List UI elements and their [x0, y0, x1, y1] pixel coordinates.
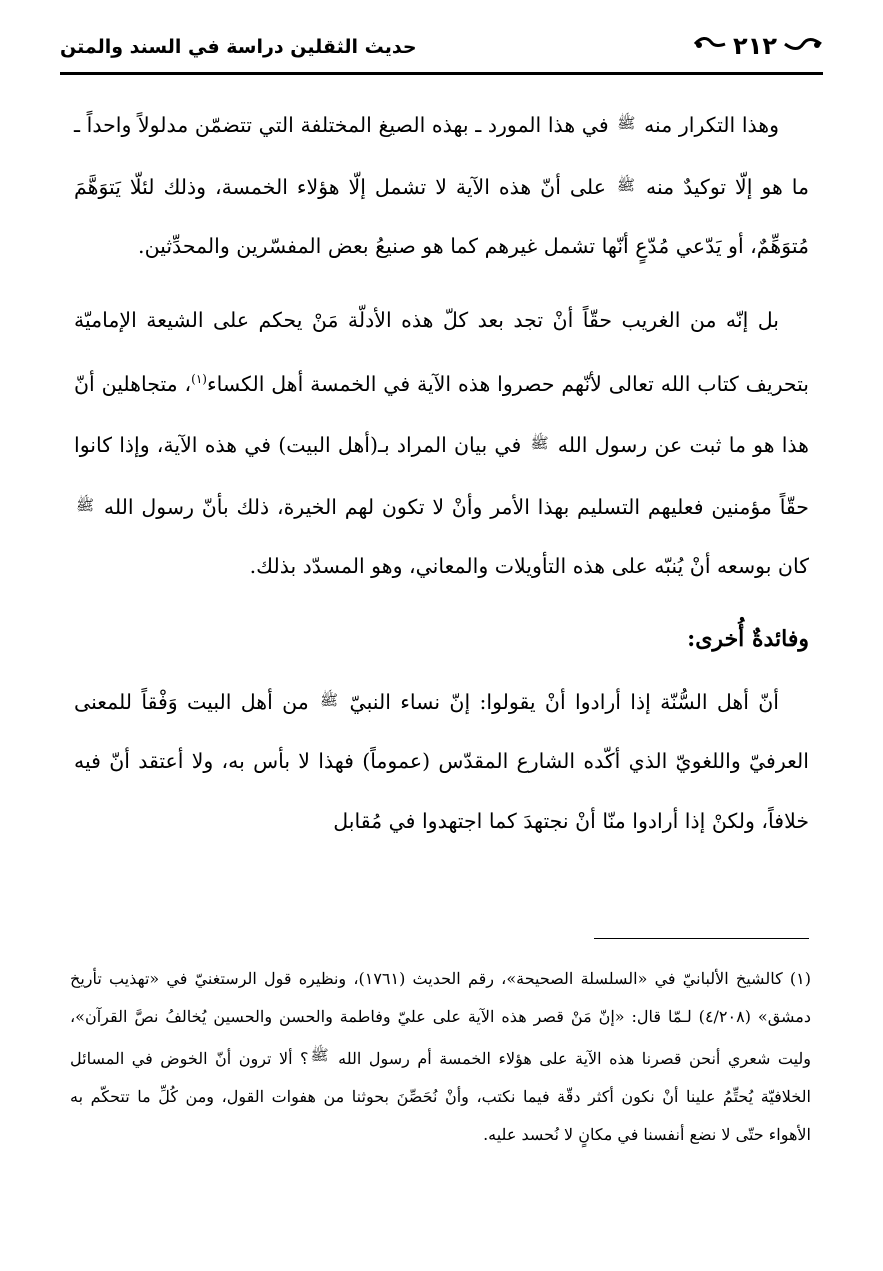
honorific-glyph: ﷺ [320, 690, 339, 709]
footnotes [70, 960, 811, 1154]
text-run: وهذا التكرار منه [644, 113, 779, 137]
honorific-glyph: ﷺ [310, 1046, 329, 1064]
paragraph-1 [74, 94, 809, 277]
text-run: كان بوسعه أنْ يُنبّه على هذه التأويلات والمعاني، وهو المسدّد بذلك. [249, 554, 809, 579]
text-run: كالشيخ الألبانيّ في «السلسلة الصحيحة»، رقم الحديث (١٧٦١)، ونظيره قول الرستغنيّ في «تهذيب تأريخ دمشق» (٤/٢٠٨) لـمّا قال: «إنّ مَنْ قصر هذه الآية على عليّ وفاطمة والحسن والحسين يُخالفُ نصَّ القرآن»، وليت شعري أنحن قصرنا هذه الآية على هؤلاء الخمسة أم رسول الله [70, 969, 812, 1068]
text-run: ، متجاهلين أنّ هذا هو ما ثبت عن رسول الله [74, 371, 809, 458]
footnote-number: (١) [789, 969, 811, 988]
text-run: بل إنّه من الغريب حقّاً أنْ تجد بعد كلّ هذه الأدلّة مَنْ يحكم على الشيعة الإماميّة بتحريف كتاب الله تعالى لأنّهم حصروا هذه الآية في الخمسة أهل الكساء [74, 307, 810, 396]
main-text [74, 94, 809, 851]
paragraph-3 [74, 671, 809, 852]
text-run: في هذا المورد ـ بهذه الصيغ المختلفة التي تتضمّن مدلولاً واحداً ـ ما هو إلّا توكيدٌ منه [74, 113, 809, 199]
honorific-glyph: ﷺ [616, 175, 636, 194]
text-run: في بيان المراد بـ(أهل البيت) في هذه الآية، وإذا كانوا حقّاً مؤمنين فعليهم التسليم بهذا الأمر وأنْ لا تكون لهم الخيرة، ذلك بأنّ رسول الله [74, 433, 809, 519]
footnote-1 [70, 960, 811, 1154]
page-header [60, 28, 823, 75]
text-run: ؟ ألا ترون أنّ الخوض في المسائل الخلافيّة يُحتِّمُ علينا أنْ نكون أكثر دقّة فيما نكتب، وأنْ نُحَصِّنَ بحوثنا من هفوات القول، ومن كُلِّ ما تتحكّم به الأهواء حتّى لا نضع أنفسنا في مكانٍ لا نُحسد عليه. [70, 1049, 811, 1144]
right-ornament-icon [783, 36, 823, 56]
footnote-divider [594, 938, 809, 939]
section-heading: وفائدةٌ أُخرى: [687, 625, 809, 652]
text-run: من أهل البيت وَفْقاً للمعنى العرفيّ واللغويّ الذي أكّده الشارع المقدّس (عموماً) فهذا لا بأس به، ولا أعتقد أنّ فيه خلافاً، ولكنْ إذا أرادوا منّا أنْ نجتهدَ كما اجتهدوا في مُقابل [74, 689, 809, 833]
paragraph-2 [74, 291, 809, 597]
footnote-reference[interactable]: (١) [191, 372, 207, 386]
page-number: ٢١٢ [733, 32, 777, 60]
honorific-glyph: ﷺ [76, 495, 95, 514]
left-ornament-icon [693, 36, 727, 56]
page-number-block [693, 32, 823, 60]
text-run: على أنّ هذه الآية لا تشمل إلّا هؤلاء الخمسة، وذلك لئلّا يَتوَهَّمَ مُتوَهِّمٌ، أو يَدّعي مُدّعٍ أنّها تشمل غيرهم كما هو صنيعُ بعض المفسّرين والمحدِّثين. [74, 174, 809, 258]
honorific-glyph: ﷺ [530, 434, 549, 453]
running-title: حديث الثقلين دراسة في السند والمتن [60, 36, 417, 58]
text-run: أنّ أهل السُّنّة إذا أرادوا أنْ يقولوا: إنّ نساء النبيّ [349, 689, 779, 714]
honorific-glyph: ﷺ [617, 114, 636, 132]
